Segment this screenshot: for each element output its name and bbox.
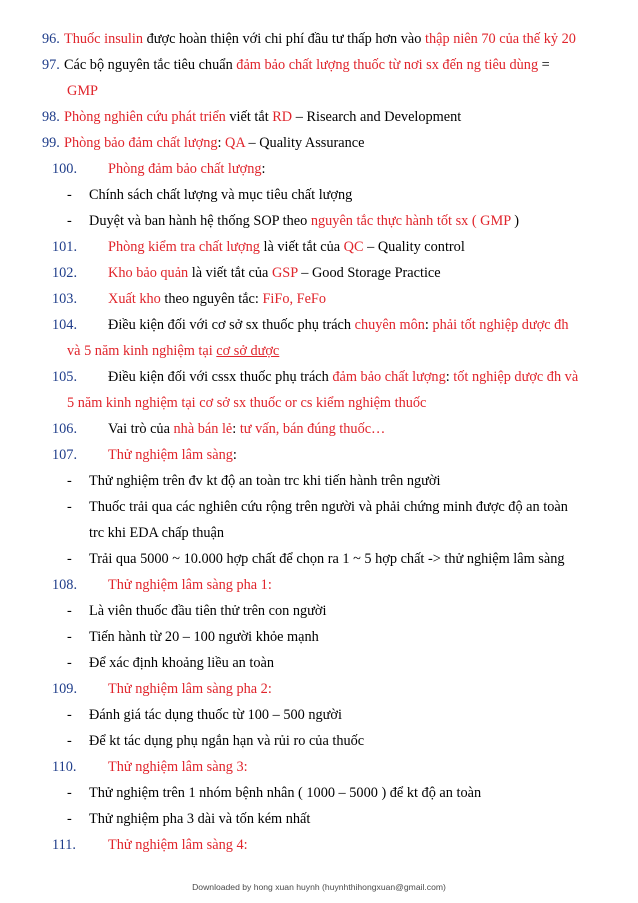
plain: là viết tắt của <box>188 265 272 281</box>
plain: : <box>424 317 433 333</box>
highlight: GMP <box>67 83 98 99</box>
item-number: 107. <box>52 447 78 463</box>
item-97-continuation <box>0 80 638 102</box>
highlight: nhà bán lẻ <box>173 421 233 437</box>
highlight: tư vấn, bán đúng thuốc… <box>239 421 386 437</box>
plain: là viết tắt của <box>259 239 344 255</box>
plain: theo nguyên tắc: <box>160 291 263 307</box>
bullet-dash: - <box>67 499 72 515</box>
plain: ) <box>510 213 519 229</box>
bullet-text: Trải qua 5000 ~ 10.000 hợp chất để chọn ra 1 ~ 5 hợp chất -> thử nghiệm lâm sàng <box>89 551 565 567</box>
item-number: 108. <box>52 577 78 593</box>
highlight: Thuốc insulin <box>64 31 144 47</box>
highlight: RD <box>272 109 293 125</box>
bullet-item <box>0 470 638 492</box>
item-100 <box>0 158 638 180</box>
item-text <box>64 132 364 154</box>
bullet-dash: - <box>67 473 72 489</box>
item-text <box>108 314 568 336</box>
item-105-continuation <box>0 392 638 414</box>
bullet-item <box>0 210 638 232</box>
plain: : <box>445 369 454 385</box>
bullet-text: Đánh giá tác dụng thuốc từ 100 – 500 người <box>89 707 342 723</box>
item-107 <box>0 444 638 466</box>
bullet-item <box>0 600 638 622</box>
bullet-text: Thử nghiệm pha 3 dài và tốn kém nhất <box>89 811 311 827</box>
highlight: GSP <box>271 265 298 281</box>
highlight <box>67 340 279 362</box>
item-111 <box>0 834 638 856</box>
item-101 <box>0 236 638 258</box>
highlight: Thử nghiệm lâm sàng <box>108 447 233 463</box>
item-103 <box>0 288 638 310</box>
bullet-text: trc khi EDA chấp thuận <box>89 525 224 541</box>
bullet-continuation <box>0 522 638 544</box>
item-97 <box>0 54 638 76</box>
plain: Điều kiện đối với cơ sở sx thuốc phụ trách <box>108 317 355 333</box>
item-text <box>64 106 461 128</box>
item-98 <box>0 106 638 128</box>
item-109 <box>0 678 638 700</box>
bullet-item <box>0 704 638 726</box>
bullet-dash: - <box>67 811 72 827</box>
item-text <box>108 262 441 284</box>
bullet-item <box>0 184 638 206</box>
highlight: Phòng kiểm tra chất lượng <box>108 239 260 255</box>
highlight: Kho bảo quản <box>108 265 189 281</box>
bullet-dash: - <box>67 785 72 801</box>
item-text <box>64 28 576 50</box>
bullet-text: Thử nghiệm trên 1 nhóm bệnh nhân ( 1000 – 5000 ) để kt độ an toàn <box>89 785 482 801</box>
item-106 <box>0 418 638 440</box>
plain: : <box>261 161 266 177</box>
highlight: thập niên 70 của thế kỷ 20 <box>425 31 576 47</box>
highlight: tốt nghiệp dược đh và <box>453 369 579 385</box>
highlight: chuyên môn <box>354 317 425 333</box>
bullet-text: Chính sách chất lượng và mục tiêu chất lượng <box>89 187 353 203</box>
item-number: 105. <box>52 369 78 385</box>
item-104-continuation <box>0 340 638 362</box>
item-number: 104. <box>52 317 78 333</box>
bullet-dash: - <box>67 213 72 229</box>
item-text <box>64 54 550 76</box>
bullet-text: Tiến hành từ 20 – 100 người khỏe mạnh <box>89 629 319 645</box>
bullet-dash: - <box>67 603 72 619</box>
bullet-text: Là viên thuốc đầu tiên thử trên con người <box>89 603 327 619</box>
item-108 <box>0 574 638 596</box>
item-number: 110. <box>52 759 77 775</box>
highlight: và 5 năm kinh nghiệm tại <box>67 343 217 359</box>
plain: – Good Storage Practice <box>297 265 441 281</box>
plain: – Quality Assurance <box>244 135 365 151</box>
plain: Vai trò của <box>108 421 174 437</box>
item-text: Thử nghiệm lâm sàng pha 2: <box>108 681 272 697</box>
item-number: 101. <box>52 239 78 255</box>
highlight: QA <box>225 135 245 151</box>
bullet-text <box>89 210 519 232</box>
bullet-text: Để kt tác dụng phụ ngắn hạn và rủi ro của thuốc <box>89 733 365 749</box>
item-text <box>108 366 578 388</box>
item-text <box>108 444 237 466</box>
item-text: Thử nghiệm lâm sàng 4: <box>108 837 248 853</box>
item-number: 99. <box>42 135 60 151</box>
bullet-item <box>0 808 638 830</box>
item-number: 111. <box>52 837 76 853</box>
plain: Duyệt và ban hành hệ thống SOP theo <box>89 213 311 229</box>
item-text: Thử nghiệm lâm sàng 3: <box>108 759 248 775</box>
bullet-item <box>0 548 638 570</box>
bullet-item <box>0 730 638 752</box>
bullet-item <box>0 496 638 518</box>
item-text <box>108 418 385 440</box>
plain: được hoàn thiện với chi phí đầu tư thấp hơn vào <box>143 31 425 47</box>
item-102 <box>0 262 638 284</box>
highlight: đảm bảo chất lượng <box>332 369 446 385</box>
bullet-dash: - <box>67 551 72 567</box>
item-96 <box>0 28 638 50</box>
highlight: Xuất kho <box>108 291 161 307</box>
highlight: Phòng đảm bảo chất lượng <box>108 161 262 177</box>
plain: Điều kiện đối với cssx thuốc phụ trách <box>108 369 333 385</box>
highlight: Phòng nghiên cứu phát triển <box>64 109 226 125</box>
bullet-dash: - <box>67 707 72 723</box>
item-text <box>108 288 326 310</box>
item-number: 102. <box>52 265 78 281</box>
bullet-item <box>0 652 638 674</box>
bullet-dash: - <box>67 187 72 203</box>
highlight: nguyên tắc thực hành tốt sx ( GMP <box>310 213 511 229</box>
item-number: 106. <box>52 421 78 437</box>
highlight: phải tốt nghiệp dược đh <box>432 317 569 333</box>
item-104 <box>0 314 638 336</box>
item-text <box>108 236 465 258</box>
highlight: đảm bảo chất lượng thuốc từ nơi sx đến ng tiêu dùng <box>236 57 539 73</box>
bullet-text: Để xác định khoảng liều an toàn <box>89 655 275 671</box>
item-number: 97. <box>42 57 60 73</box>
plain: viết tắt <box>225 109 273 125</box>
bullet-text: Thuốc trải qua các nghiên cứu rộng trên người và phải chứng minh được độ an toàn <box>89 499 568 515</box>
plain: – Risearch and Development <box>292 109 462 125</box>
item-105 <box>0 366 638 388</box>
item-number: 100. <box>52 161 78 177</box>
bullet-dash: - <box>67 733 72 749</box>
bullet-dash: - <box>67 629 72 645</box>
bullet-item <box>0 626 638 648</box>
bullet-item <box>0 782 638 804</box>
plain: = <box>538 57 550 73</box>
bullet-dash: - <box>67 655 72 671</box>
item-number: 98. <box>42 109 60 125</box>
underlined-highlight: cơ sở dược <box>216 343 280 359</box>
item-text: Thử nghiệm lâm sàng pha 1: <box>108 577 272 593</box>
plain: : <box>217 135 226 151</box>
plain: : <box>232 421 240 437</box>
item-number: 109. <box>52 681 78 697</box>
plain: Các bộ nguyên tắc tiêu chuẩn <box>64 57 237 73</box>
item-110 <box>0 756 638 778</box>
highlight: Phòng bảo đảm chất lượng <box>64 135 218 151</box>
download-footer: Downloaded by hong xuan huynh (huynhthihongxuan@gmail.com) <box>192 882 446 892</box>
plain: – Quality control <box>363 239 465 255</box>
bullet-text: Thử nghiệm trên đv kt độ an toàn trc khi tiến hành trên người <box>89 473 441 489</box>
item-99 <box>0 132 638 154</box>
plain: : <box>232 447 237 463</box>
item-number: 96. <box>42 31 60 47</box>
item-text <box>108 158 265 180</box>
highlight: QC <box>343 239 364 255</box>
highlight: 5 năm kinh nghiệm tại cơ sở sx thuốc or cs kiểm nghiệm thuốc <box>67 395 427 411</box>
highlight: FiFo, FeFo <box>262 291 327 307</box>
item-number: 103. <box>52 291 78 307</box>
